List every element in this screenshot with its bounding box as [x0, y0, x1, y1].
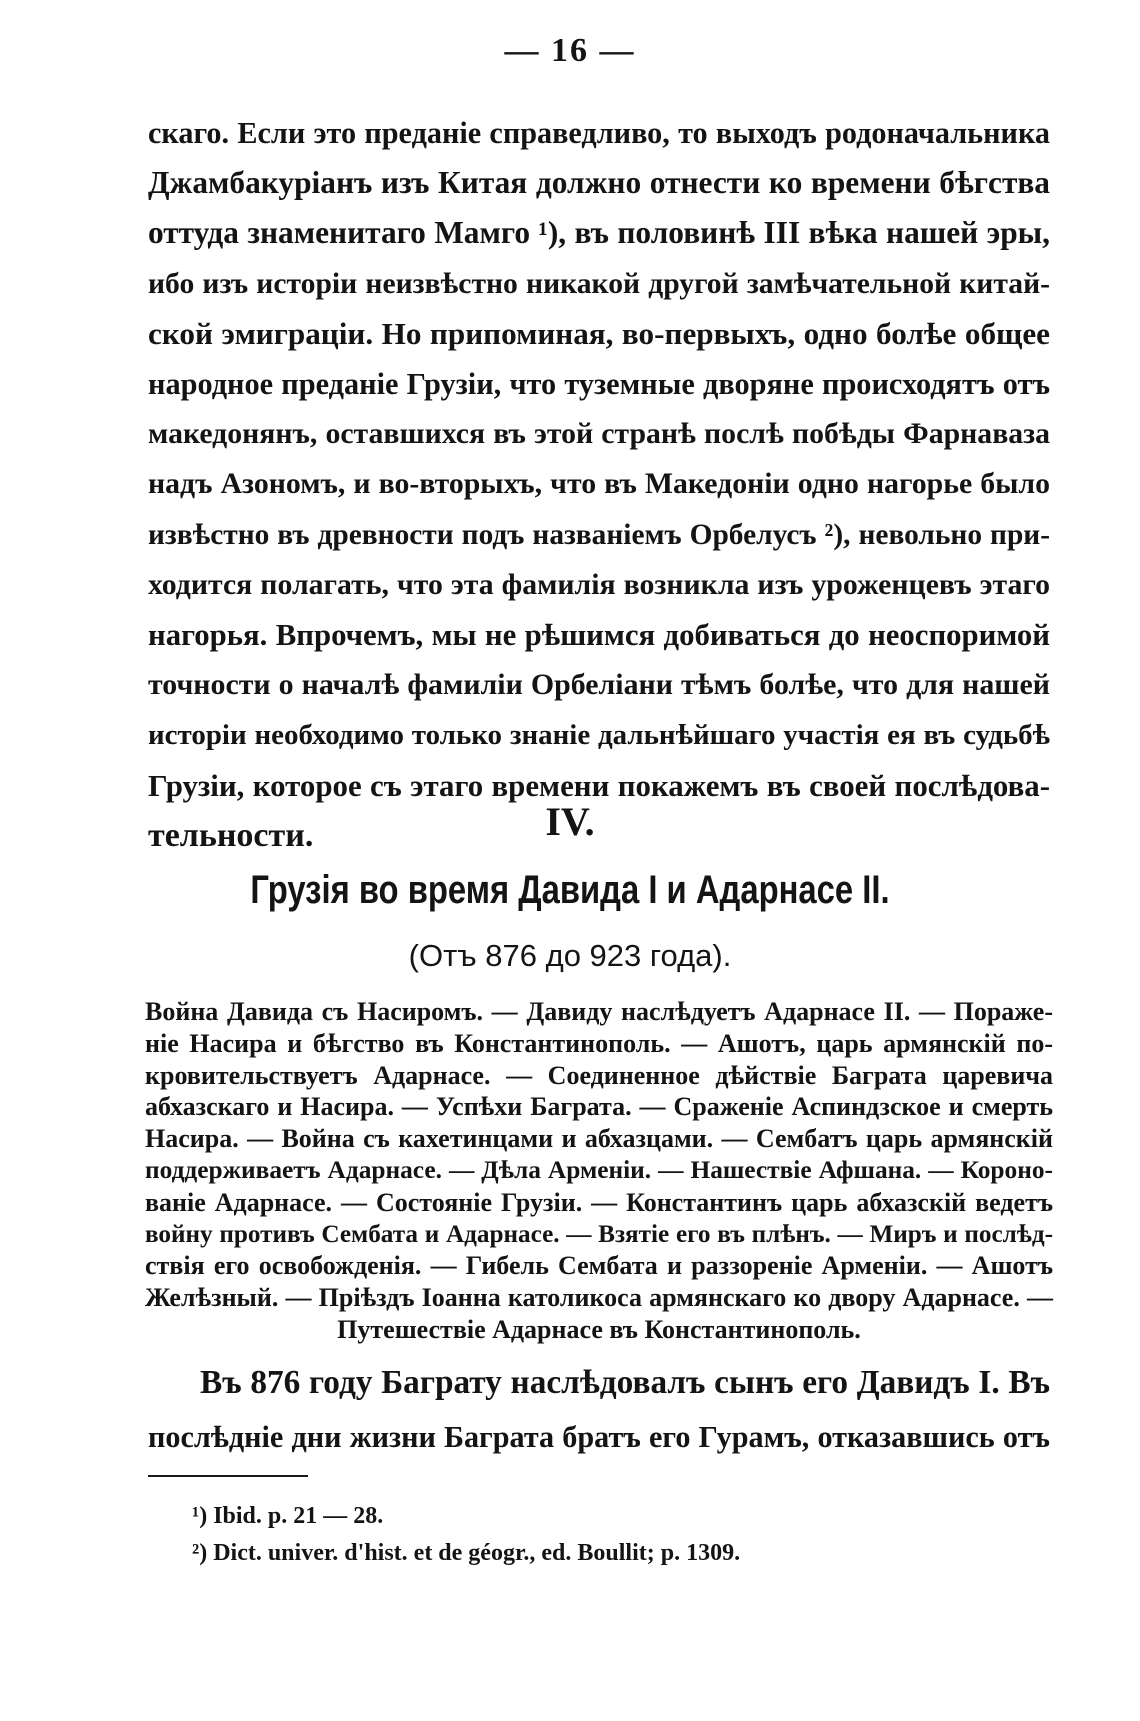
text-line: македонянъ, оставшихся въ этой странѣ послѣ побѣды Фарнаваза [148, 417, 1050, 451]
text-line: скаго. Если это преданіе справедливо, то выходъ родоначальника [148, 116, 1050, 150]
text-line: нагорья. Впрочемъ, мы не рѣшимся добиваться до неоспоримой [148, 618, 1050, 653]
summary-line: Война Давида съ Насиромъ. — Давиду наслѣдуетъ Адарнасе II. — Пораже- [145, 997, 1053, 1026]
footnote-1: ¹) Ibid. p. 21 — 28. [192, 1503, 384, 1529]
text-line: оттуда знаменитаго Мамго ¹), въ половинѣ III вѣка нашей эры, [148, 215, 1050, 251]
summary-line: Путешествіе Адарнасе въ Константинополь. [337, 1314, 861, 1344]
text-line: Грузіи, которое съ этаго времени покажемъ въ своей послѣдова- [148, 767, 1050, 803]
text-line: точности о началѣ фамиліи Орбеліани тѣмъ болѣе, что для нашей [148, 668, 1050, 702]
text-line: народное преданіе Грузіи, что туземные дворяне происходятъ отъ [148, 367, 1050, 402]
page-number: — 16 — [504, 32, 636, 69]
text-line: надъ Азономъ, и во-вторыхъ, что въ Македоніи одно нагорье было [148, 467, 1050, 501]
text-line: извѣстно въ древности подъ названіемъ Орбелусъ ²), невольно при- [148, 518, 1050, 551]
section-dates: (Отъ 876 до 923 года). [408, 938, 732, 973]
summary-line: ваніе Адарнасе. — Состояніе Грузіи. — Константинъ царь абхазскій ведетъ [145, 1187, 1053, 1217]
section-number: IV. [545, 799, 595, 844]
footnotes [192, 1498, 1052, 1572]
summary-line: ствія его освобожденія. — Гибель Сембата и раззореніе Арменіи. — Ашотъ [145, 1251, 1053, 1281]
text-line: исторіи необходимо только знаніе дальнѣйшаго участія ея въ судьбѣ [148, 719, 1050, 752]
paragraph-main [148, 1356, 1050, 1464]
text-line: ибо изъ исторіи неизвѣстно никакой другой замѣчательной китай- [148, 267, 1050, 300]
text-line: ходится полагать, что эта фамилія возникла изъ уроженцевъ этаго [148, 567, 1050, 601]
footnote-divider [148, 1475, 308, 1477]
text-line: Въ 876 году Баграту наслѣдовалъ сынъ его Давидъ I. Въ [200, 1364, 1050, 1401]
summary-line: поддерживаетъ Адарнасе. — Дѣла Арменіи. — Нашествіе Афшана. — Короно- [145, 1155, 1053, 1184]
text-line: ской эмиграціи. Но припоминая, во-первыхъ, одно болѣе общее [148, 315, 1050, 351]
summary-line: Желѣзный. — Пріѣздъ Іоанна католикоса армянскаго ко двору Адарнасе. — [145, 1283, 1053, 1313]
summary-line: абхазскаго и Насира. — Успѣхи Баграта. — Сраженіе Аспиндзское и смерть [145, 1092, 1053, 1122]
summary-line: ніе Насира и бѣгство въ Константинополь. — Ашотъ, царь армянскій по- [145, 1028, 1053, 1058]
text-line: Джамбакуріанъ изъ Китая должно отнести ко времени бѣгства [148, 165, 1050, 201]
text-line: тельности. [148, 816, 314, 854]
summary-line: Насира. — Война съ кахетинцами и абхазцами. — Сембатъ царь армянскій [145, 1124, 1053, 1154]
paragraph-continued [148, 108, 1050, 861]
summary-line: войну противъ Сембата и Адарнасе. — Взятіе его въ плѣнъ. — Миръ и послѣд- [145, 1220, 1053, 1248]
footnote-2: ²) Dict. univer. d'hist. et de géogr., ed. Boullit; p. 1309. [192, 1540, 741, 1566]
summary-line: кровительствуетъ Адарнасе. — Соединенное дѣйствіе Баграта царевича [145, 1060, 1053, 1090]
text-line: послѣдніе дни жизни Баграта братъ его Гурамъ, отказавшись отъ [148, 1420, 1050, 1454]
section-title: Грузія во время Давида I и Адарнасе II. [250, 868, 890, 912]
chapter-summary [145, 996, 1053, 1346]
